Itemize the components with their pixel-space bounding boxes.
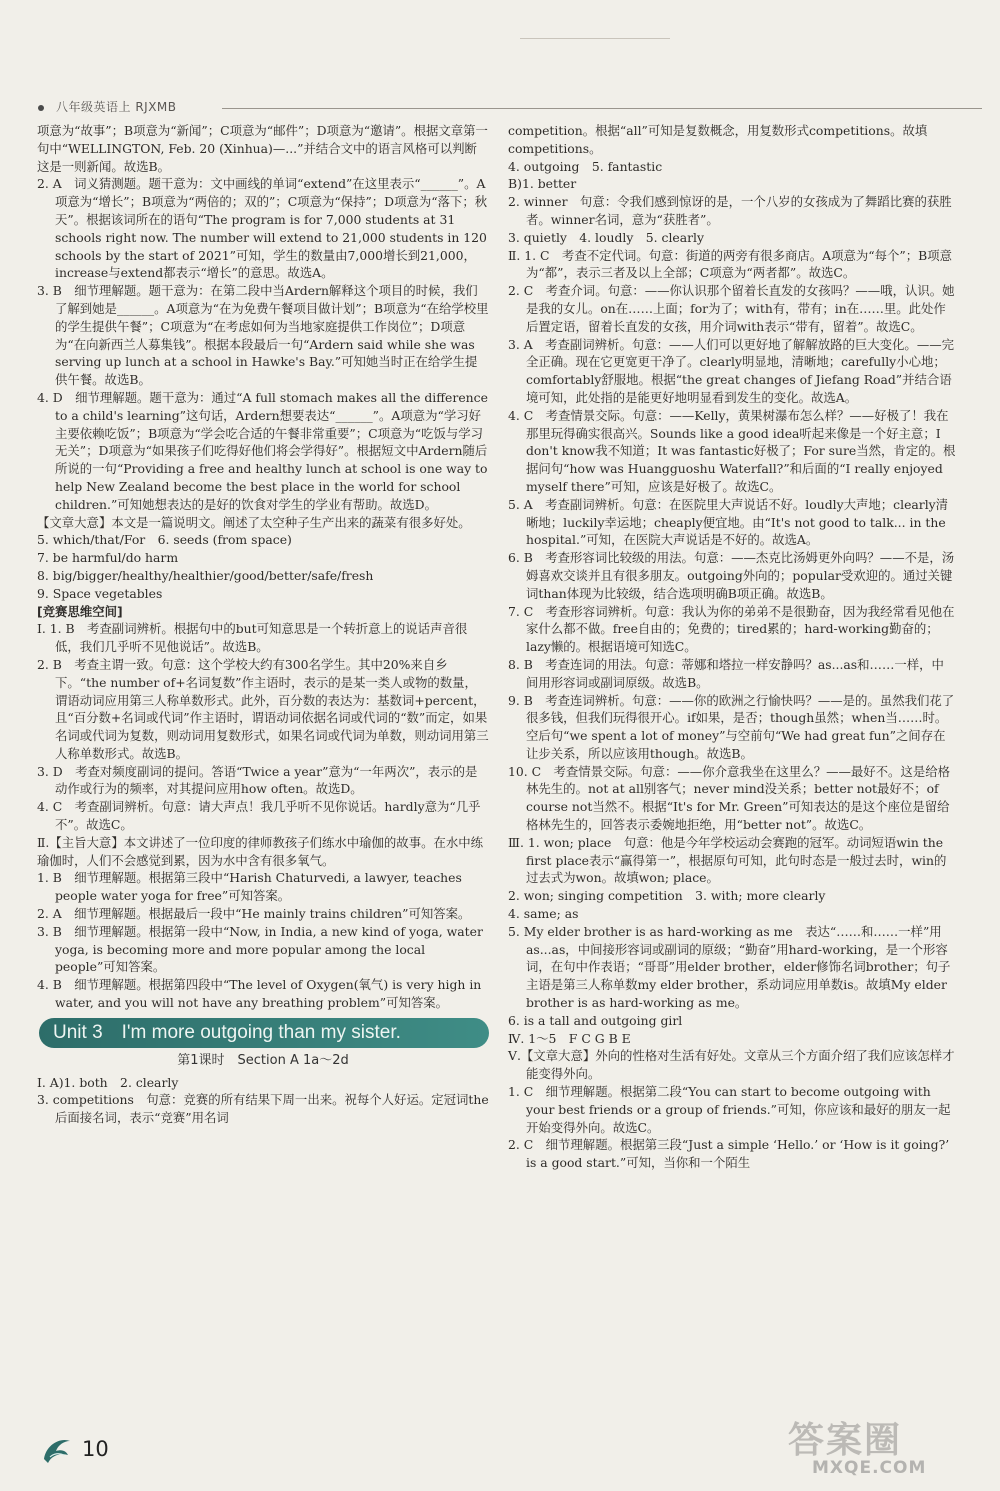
left-column-tail	[37, 1074, 489, 1127]
running-header	[32, 98, 982, 118]
right-column-body	[508, 122, 956, 1172]
answer-paragraph: 9. Space vegetables	[37, 585, 163, 601]
answer-paragraph: 【文章大意】本文是一篇说明文。阐述了太空种子生产出来的蔬菜有很多好处。	[37, 514, 471, 530]
answer-paragraph: 7. be harmful/do harm	[37, 550, 179, 566]
answer-paragraph: 7. C 考查形容词辨析。句意：我认为你的弟弟不是很勤奋，因为我经常看见他在家什么都不做。free自由的；免费的；tired累的；hard-working勤奋的；lazy懒的。根据语境可知选C。	[508, 603, 955, 655]
answer-paragraph: 2. C 细节理解题。根据第三段“Just a simple ‘Hello.’ or ‘How is it going?’ is a good start.”可知，当你和一个陌生	[508, 1137, 950, 1171]
answer-paragraph: B)1. better	[508, 176, 577, 192]
answer-paragraph: 4. D 细节理解题。题干意为：通过“A full stomach makes all the difference to a child's learning”这句话，Ardern想要表达“______”。A项意为“学习好主要依赖吃饭”；B项意为“学会吃合适的午餐非常重要”；C项意为“吃饭与学习无关”；D项意为“如果孩子们吃得好他们将会学得好”。根据短文中Ardern随后所说的一句“Providing a free and healthy lunch at school is one way to help New Zealand become the best place in the world for school children.”可知她想表达的是好的饮食对学生的学业有帮助。故选D。	[37, 389, 488, 512]
answer-paragraph: 4. same; as	[508, 906, 579, 922]
answer-paragraph: 3. B 细节理解题。题干意为：在第二段中当Ardern解释这个项目的时候，我们了解到她是______。A项意为“在为免费午餐项目做计划”；B项意为“在给学校里的学生提供午餐”；C项意为“在考虑如何为当地家庭提供工作岗位”；D项意为“在向新西兰人募集钱”。根据本段最后一句“Ardern said while she was serving up lunch at a school in Hawke's Bay.”可知她当时正在给学生提供午餐。故选B。	[37, 283, 489, 388]
page-number-block	[40, 1431, 120, 1471]
answer-paragraph: 2. C 考查介词。句意：——你认识那个留着长直发的女孩吗？——哦，认识。她是我的女儿。on在……上面；for为了；with有，带有；in在……里。此处作后置定语，留着长直发的女孩，用介词with表示“带有，留着”。故选C。	[508, 283, 955, 334]
answer-paragraph: 10. C 考查情景交际。句意：——你介意我坐在这里么？——最好不。这是给格林先生的。not at all别客气；never mind没关系；better not最好不；of course not当然不。根据“It's for Mr. Green”可知表达的是这个座位是留给格林先生的，回答表示委婉地拒绝，用“better not”。故选C。	[508, 763, 951, 833]
lesson-title: 第1课时 Section A 1a～2d	[177, 1052, 349, 1068]
answer-paragraph: 2. winner 句意：令我们感到惊讶的是，一个八岁的女孩成为了舞蹈比赛的获胜者。winner名词，意为“获胜者”。	[508, 194, 952, 227]
left-column-body	[37, 122, 489, 1012]
answer-paragraph: 6. B 考查形容词比较级的用法。句意：——杰克比汤姆更外向吗？——不是，汤姆喜欢交谈并且有很多朋友。outgoing外向的；popular受欢迎的。通过关键词than体现为比较级，结合选项明确B项正确。故选B。	[508, 550, 955, 601]
header-label: 八年级英语上 RJXMB	[56, 100, 177, 114]
page-number: 10	[82, 1437, 109, 1461]
answer-paragraph: competition。根据“all”可知是复数概念，用复数形式competitions。故填competitions。	[508, 123, 928, 156]
dolphin-logo-icon	[40, 1433, 74, 1467]
watermark-site: MXQE.COM	[812, 1458, 927, 1478]
answer-paragraph: 5. My elder brother is as hard-working as me 表达“……和……一样”用as...as，中间接形容词或副词的原级；“勤奋”用hard-working，是一个形容词，在句中作表语；“哥哥”用elder brother，elder修饰名词brother；句子主语是第三人称单数my elder brother，系动词应用单数is。故填My elder brother is as hard-working as me。	[508, 923, 951, 1011]
answer-paragraph: 1. C 细节理解题。根据第二段“You can start to become outgoing with your best friends or a group of friends.”可知，你应该和最好的朋友一起开始变得外向。故选C。	[508, 1084, 951, 1135]
section-heading: [竞赛思维空间]	[37, 603, 123, 619]
right-column	[508, 122, 956, 1172]
answer-paragraph: 2. A 细节理解题。根据最后一段中“He mainly trains children”可知答案。	[37, 906, 471, 922]
bullet-icon	[38, 105, 44, 111]
top-decor-line	[520, 38, 670, 39]
left-column	[37, 122, 489, 1127]
answer-paragraph: 3. D 考查对频度副词的提问。答语“Twice a year”意为“一年两次”，表示的是动作或行为的频率，对其提问应用how often。故选D。	[37, 763, 478, 797]
answer-paragraph: 4. C 考查情景交际。句意：——Kelly，黄果树瀑布怎么样？——好极了！我在那里玩得确实很高兴。Sounds like a good idea听起来像是一个好主意；I don't know我不知道；It was fantastic好极了；For sure当然，肯定的。根据问句“how was Huangguoshu Waterfall?”和后面的“I really enjoyed myself there”可知，应该是好极了。故选C。	[508, 407, 956, 494]
answer-paragraph: 2. B 考查主谓一致。句意：这个学校大约有300名学生。其中20%来自乡下。“the number of+名词复数”作主语时，表示的是某一类人或物的数量，谓语动词应用第三人称单数形式。此外，百分数的表达为：基数词+percent，且“百分数+名词或代词”作主语时，谓语动词依据名词或代词的“数”而定，如果名词或代词为复数，则动词用复数形式，如果名词或代词为单数，则动词用第三人称单数形式。故选B。	[37, 656, 489, 761]
answer-paragraph: 1. B 细节理解题。根据第三段中“Harish Chaturvedi, a lawyer, teaches people water yoga for free”可知答案。	[37, 870, 462, 904]
answer-paragraph: 3. quietly 4. loudly 5. clearly	[508, 229, 705, 245]
answer-paragraph: Ⅰ. 1. B 考查副词辨析。根据句中的but可知意思是一个转折意上的说话声音很低，我们几乎听不见他说话”。故选B。	[37, 621, 468, 655]
answer-paragraph: 6. is a tall and outgoing girl	[508, 1012, 683, 1028]
answer-paragraph: 项意为“故事”；B项意为“新闻”；C项意为“邮件”；D项意为“邀请”。根据文章第一句中“WELLINGTON, Feb. 20 (Xinhua)—...”并结合文中的语言风格可以判断这是一则新闻。故选B。	[37, 123, 488, 174]
answer-paragraph: Ⅲ. 1. won; place 句意：他是今年学校运动会赛跑的冠军。动词短语win the first place表示“赢得第一”，根据原句可知，此句时态是一般过去时，win的过去式为won。故填won; place。	[508, 834, 947, 886]
answer-paragraph: Ⅱ.【主旨大意】本文讲述了一位印度的律师教孩子们练水中瑜伽的故事。在水中练瑜伽时，人们不会感觉到累，因为水中含有很多氧气。	[37, 834, 484, 868]
answer-paragraph: Ⅳ. 1～5 F C G B E	[508, 1030, 631, 1046]
answer-paragraph: 4. outgoing 5. fantastic	[508, 158, 663, 174]
answer-paragraph: Ⅴ.【文章大意】外向的性格对生活有好处。文章从三个方面介绍了我们应该怎样才能变得外向。	[508, 1048, 955, 1082]
answer-paragraph: Ⅱ. 1. C 考查不定代词。句意：街道的两旁有很多商店。A项意为“每个”；B项意为“都”，表示三者及以上全部；C项意为“两者都”。故选C。	[508, 247, 952, 281]
header-rule	[222, 108, 982, 109]
answer-paragraph: 3. B 细节理解题。根据第一段中“Now, in India, a new kind of yoga, water yoga, is becoming more and more popular among the local people”可知答案。	[37, 923, 483, 975]
answer-paragraph: 4. C 考查副词辨析。句意：请大声点！我几乎听不见你说话。hardly意为“几乎不”。故选C。	[37, 799, 481, 833]
answer-paragraph: 5. A 考查副词辨析。句意：在医院里大声说话不好。loudly大声地；clearly清晰地；luckily幸运地；cheaply便宜地。由“It's not good to talk... in the hospital.”可知，在医院大声说话是不好的。故选A。	[508, 496, 949, 548]
watermark	[778, 1412, 978, 1484]
answer-paragraph: 3. competitions 句意：竞赛的所有结果下周一出来。祝每个人好运。定冠词the后面接名词，表示“竞赛”用名词	[37, 1092, 489, 1126]
answer-paragraph: 4. B 细节理解题。根据第四段中“The level of Oxygen(氧气) is very high in water, and you will not have any breathing problem”可知答案。	[37, 977, 482, 1011]
watermark-logo: 答案圈	[788, 1420, 903, 1461]
answer-paragraph: 3. A 考查副词辨析。句意：——人们可以更好地了解解放路的巨大变化。——完全正确。现在它更宽更干净了。clearly明显地，清晰地；carefully小心地；comfortably舒服地。根据“the great changes of Jiefang Road”并结合语境可知，此处指的是能更好地明显看到发生的变化。故选A。	[508, 336, 954, 405]
answer-paragraph: 9. B 考查连词辨析。句意：——你的欧洲之行愉快吗？——是的。虽然我们花了很多钱，但我们玩得很开心。if如果，是否；though虽然；when当……时。空后句“we spent a lot of money”与空前句“We had great fun”之间存在让步关系，所以应该用though。故选B。	[508, 692, 955, 761]
answer-paragraph: 8. B 考查连词的用法。句意：蒂娜和塔拉一样安静吗？as...as和……一样，中间用形容词或副词原级。故选B。	[508, 656, 944, 690]
answer-paragraph: 5. which/that/For 6. seeds (from space)	[37, 532, 292, 548]
answer-paragraph: 8. big/bigger/healthy/healthier/good/better/safe/fresh	[37, 567, 374, 583]
answer-paragraph: Ⅰ. A)1. both 2. clearly	[37, 1074, 179, 1090]
unit-banner: Unit 3 I'm more outgoing than my sister.	[39, 1018, 489, 1048]
answer-paragraph: 2. A 词义猜测题。题干意为：文中画线的单词“extend”在这里表示“______”。A项意为“增长”；B项意为“两倍的；双的”；C项意为“保持”；D项意为“落下；秋天”。根据该词所在的语句“The program is for 7,000 students at 31 schools right now. The number will extend to 21,000 students in 120 schools by the start of 2021”可知，学生的数量由7,000增长到21,000，increase与extend都表示“增长”的意思。故选A。	[37, 176, 488, 281]
answer-paragraph: 2. won; singing competition 3. with; more clearly	[508, 888, 826, 904]
